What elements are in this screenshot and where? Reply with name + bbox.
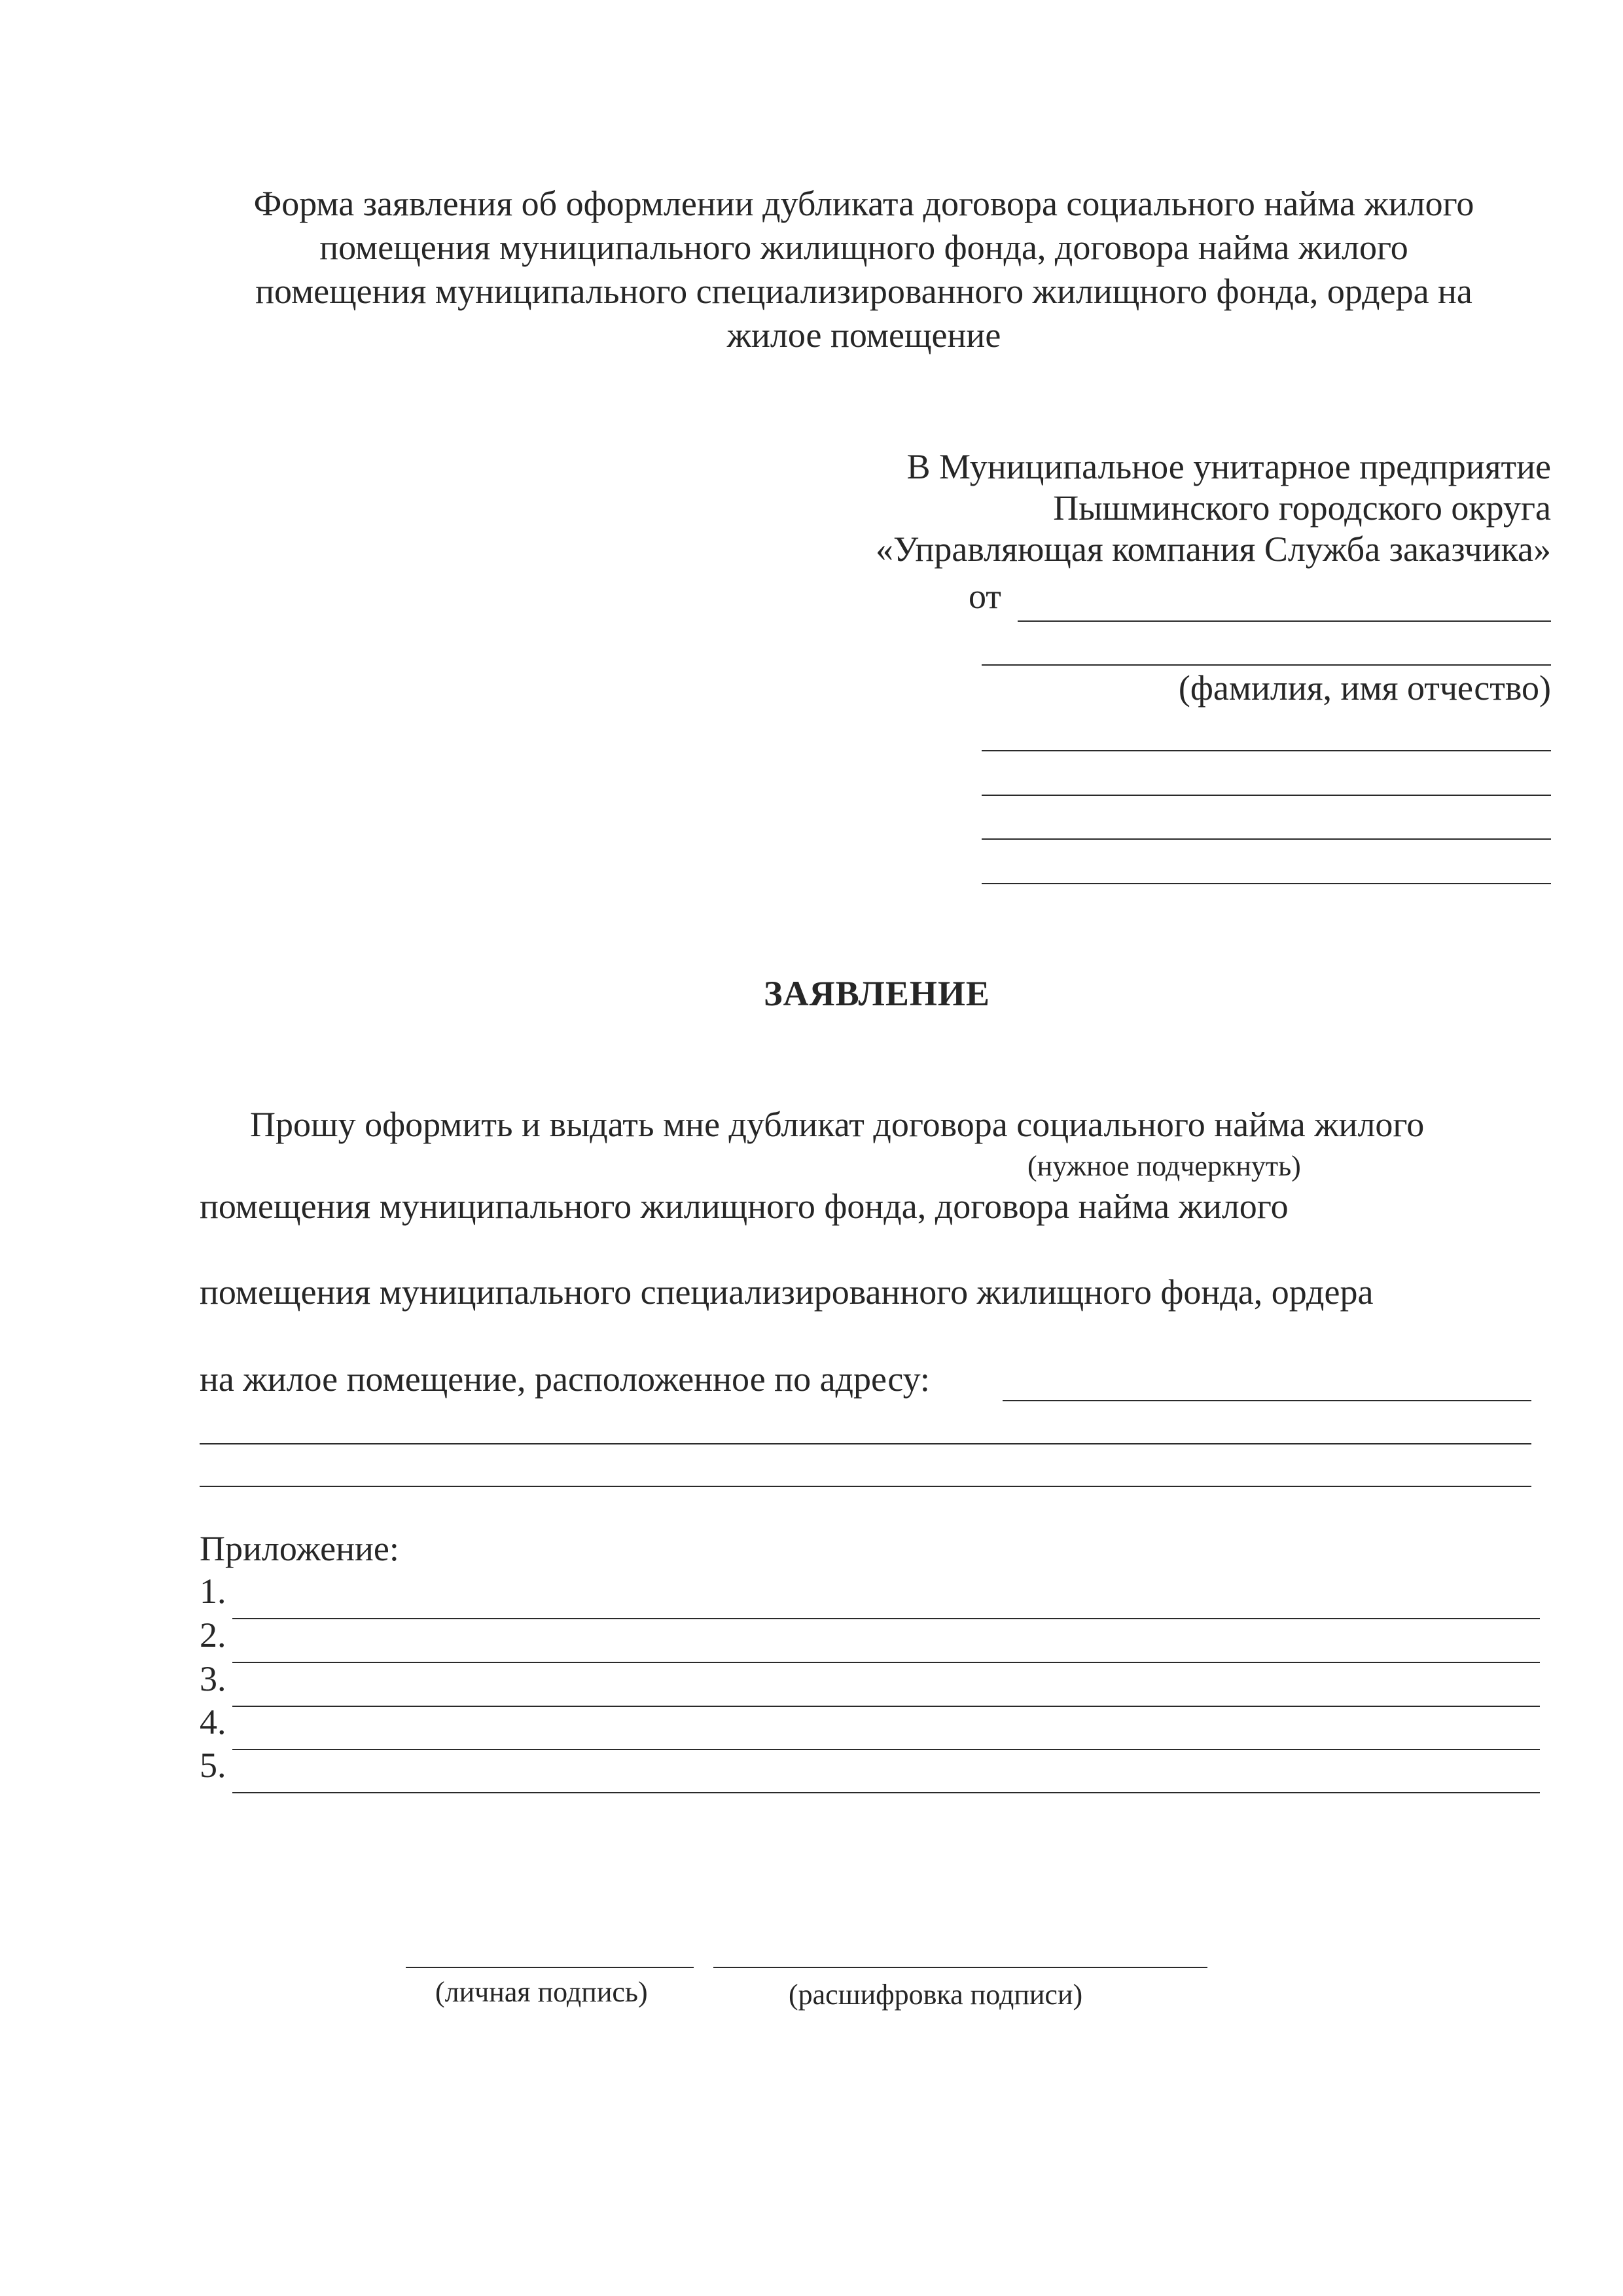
attachment-number-2: 2. xyxy=(200,1615,226,1655)
form-title-line-1: Форма заявления об оформлении дубликата договора социального найма жилого xyxy=(253,184,1474,223)
applicant-address-line-4[interactable] xyxy=(982,883,1551,884)
applicant-name-caption: (фамилия, имя отчество) xyxy=(1178,668,1551,708)
attachment-number-1: 1. xyxy=(200,1571,226,1611)
attachment-line-5[interactable] xyxy=(232,1792,1540,1793)
addressee-line-3: «Управляющая компания Служба заказчика» xyxy=(876,529,1551,569)
underline-note: (нужное подчеркнуть) xyxy=(1027,1150,1301,1182)
applicant-address-line-3[interactable] xyxy=(982,838,1551,840)
attachments-label: Приложение: xyxy=(200,1529,399,1568)
statement-line-3: помещения муниципального специализированного жилищного фонда, ордера xyxy=(200,1272,1374,1312)
from-label: от xyxy=(969,577,1001,616)
personal-signature-caption: (личная подпись) xyxy=(435,1976,648,2008)
attachment-line-2[interactable] xyxy=(232,1662,1540,1663)
from-row xyxy=(969,576,1558,622)
statement-line-4: на жилое помещение, расположенное по адресу: xyxy=(200,1359,930,1399)
property-address-line-1[interactable] xyxy=(1003,1400,1531,1401)
property-address-line-3[interactable] xyxy=(200,1486,1531,1487)
attachment-number-5: 5. xyxy=(200,1746,226,1785)
signature-decode-line[interactable] xyxy=(713,1967,1207,1968)
addressee-line-1: В Муниципальное унитарное предприятие xyxy=(906,447,1551,486)
signature-decode-caption: (расшифровка подписи) xyxy=(789,1979,1083,2011)
statement-line-1: Прошу оформить и выдать мне дубликат договора социального найма жилого xyxy=(250,1105,1425,1144)
attachment-line-1[interactable] xyxy=(232,1618,1540,1619)
property-address-line-2[interactable] xyxy=(200,1443,1531,1444)
applicant-address-line-1[interactable] xyxy=(982,750,1551,751)
addressee-block xyxy=(700,446,1551,570)
applicant-name-line-2[interactable] xyxy=(982,664,1551,666)
applicant-address-line-2[interactable] xyxy=(982,795,1551,796)
form-title xyxy=(183,182,1544,357)
attachment-line-3[interactable] xyxy=(232,1706,1540,1707)
form-title-line-4: жилое помещение xyxy=(726,315,1001,355)
form-title-line-2: помещения муниципального жилищного фонда, договора найма жилого xyxy=(319,228,1408,267)
statement-line-2: помещения муниципального жилищного фонда, договора найма жилого xyxy=(200,1187,1289,1226)
attachment-number-4: 4. xyxy=(200,1702,226,1742)
personal-signature-line[interactable] xyxy=(406,1967,694,1968)
applicant-name-line-1[interactable] xyxy=(1018,620,1551,622)
attachment-number-3: 3. xyxy=(200,1659,226,1698)
attachment-line-4[interactable] xyxy=(232,1749,1540,1750)
addressee-line-2: Пышминского городского округа xyxy=(1053,488,1551,528)
form-title-line-3: помещения муниципального специализированного жилищного фонда, ордера на xyxy=(255,272,1472,311)
statement-heading: ЗАЯВЛЕНИЕ xyxy=(764,974,990,1013)
